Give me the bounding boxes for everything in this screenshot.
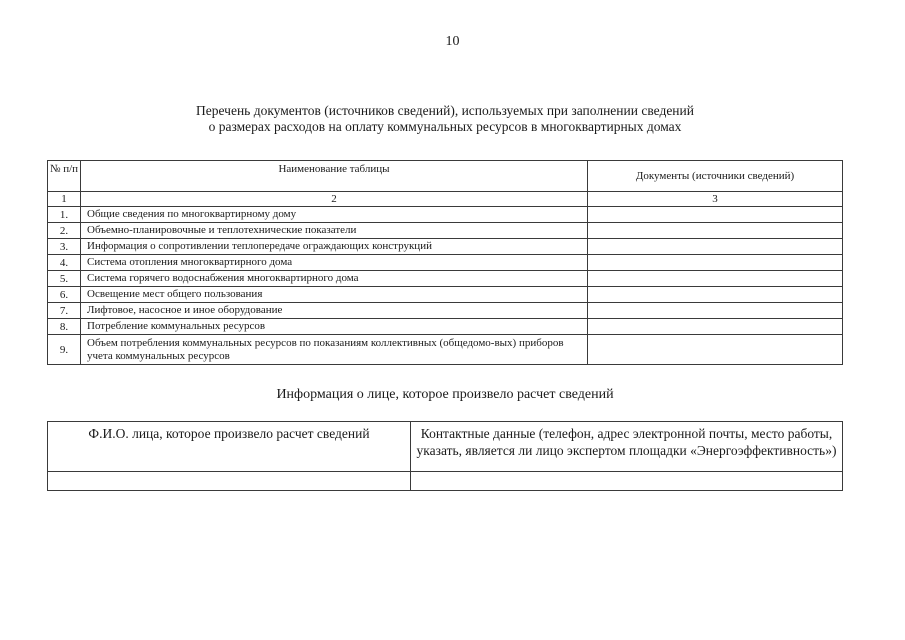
- document-title: [120, 103, 770, 135]
- row-table-name: Система отопления многоквартирного дома: [81, 255, 588, 271]
- header-contacts: Контактные данные (телефон, адрес электронной почты, место работы, указать, является ли лицо экспертом площадки «Энергоэффективность»): [411, 422, 843, 472]
- document-title-line-2: о размерах расходов на оплату коммунальных ресурсов в многоквартирных домах: [208, 119, 682, 134]
- table-row: [48, 223, 843, 239]
- row-number: 4.: [48, 255, 81, 271]
- row-documents-cell[interactable]: [588, 207, 843, 223]
- page-number: 10: [445, 34, 460, 49]
- table-row: [48, 207, 843, 223]
- row-table-name: Объемно-планировочные и теплотехнические показатели: [81, 223, 588, 239]
- table-row: [48, 319, 843, 335]
- documents-table-column-index: [48, 192, 843, 207]
- header-documents: Документы (источники сведений): [588, 161, 843, 192]
- header-num: № п/п: [48, 161, 81, 192]
- row-table-name: Объем потребления коммунальных ресурсов по показаниям коллективных (общедомо-вых) приборов учета коммунальных ресурсов: [81, 335, 588, 365]
- row-documents-cell[interactable]: [588, 271, 843, 287]
- row-table-name: Потребление коммунальных ресурсов: [81, 319, 588, 335]
- document-title-line-1: Перечень документов (источников сведений), используемых при заполнении сведений: [196, 103, 694, 118]
- table-row: [48, 287, 843, 303]
- row-number: 1.: [48, 207, 81, 223]
- table-row: [48, 271, 843, 287]
- table-row: [48, 239, 843, 255]
- row-number: 3.: [48, 239, 81, 255]
- row-table-name: Лифтовое, насосное и иное оборудование: [81, 303, 588, 319]
- person-info-table: [47, 421, 843, 491]
- row-documents-cell[interactable]: [588, 239, 843, 255]
- row-number: 9.: [48, 335, 81, 365]
- row-number: 2.: [48, 223, 81, 239]
- row-table-name: Информация о сопротивлении теплопередаче ограждающих конструкций: [81, 239, 588, 255]
- column-index-2: 2: [81, 192, 588, 207]
- table-row: [48, 255, 843, 271]
- row-documents-cell[interactable]: [588, 303, 843, 319]
- documents-table-header: [48, 161, 843, 192]
- row-number: 7.: [48, 303, 81, 319]
- fio-cell[interactable]: [48, 472, 411, 491]
- row-number: 6.: [48, 287, 81, 303]
- row-documents-cell[interactable]: [588, 287, 843, 303]
- person-section-title: Информация о лице, которое произвело расчет сведений: [276, 387, 614, 402]
- row-documents-cell[interactable]: [588, 335, 843, 365]
- row-number: 5.: [48, 271, 81, 287]
- documents-table: [47, 160, 843, 365]
- row-table-name: Общие сведения по многоквартирному дому: [81, 207, 588, 223]
- column-index-3: 3: [588, 192, 843, 207]
- header-table-name: Наименование таблицы: [81, 161, 588, 192]
- table-row: [48, 303, 843, 319]
- person-table-header: [48, 422, 843, 472]
- row-number: 8.: [48, 319, 81, 335]
- row-documents-cell[interactable]: [588, 319, 843, 335]
- header-fio: Ф.И.О. лица, которое произвело расчет сведений: [48, 422, 411, 472]
- row-documents-cell[interactable]: [588, 223, 843, 239]
- contacts-cell[interactable]: [411, 472, 843, 491]
- table-row: [48, 472, 843, 491]
- row-documents-cell[interactable]: [588, 255, 843, 271]
- row-table-name: Система горячего водоснабжения многоквартирного дома: [81, 271, 588, 287]
- column-index-1: 1: [48, 192, 81, 207]
- table-row: [48, 335, 843, 365]
- row-table-name: Освещение мест общего пользования: [81, 287, 588, 303]
